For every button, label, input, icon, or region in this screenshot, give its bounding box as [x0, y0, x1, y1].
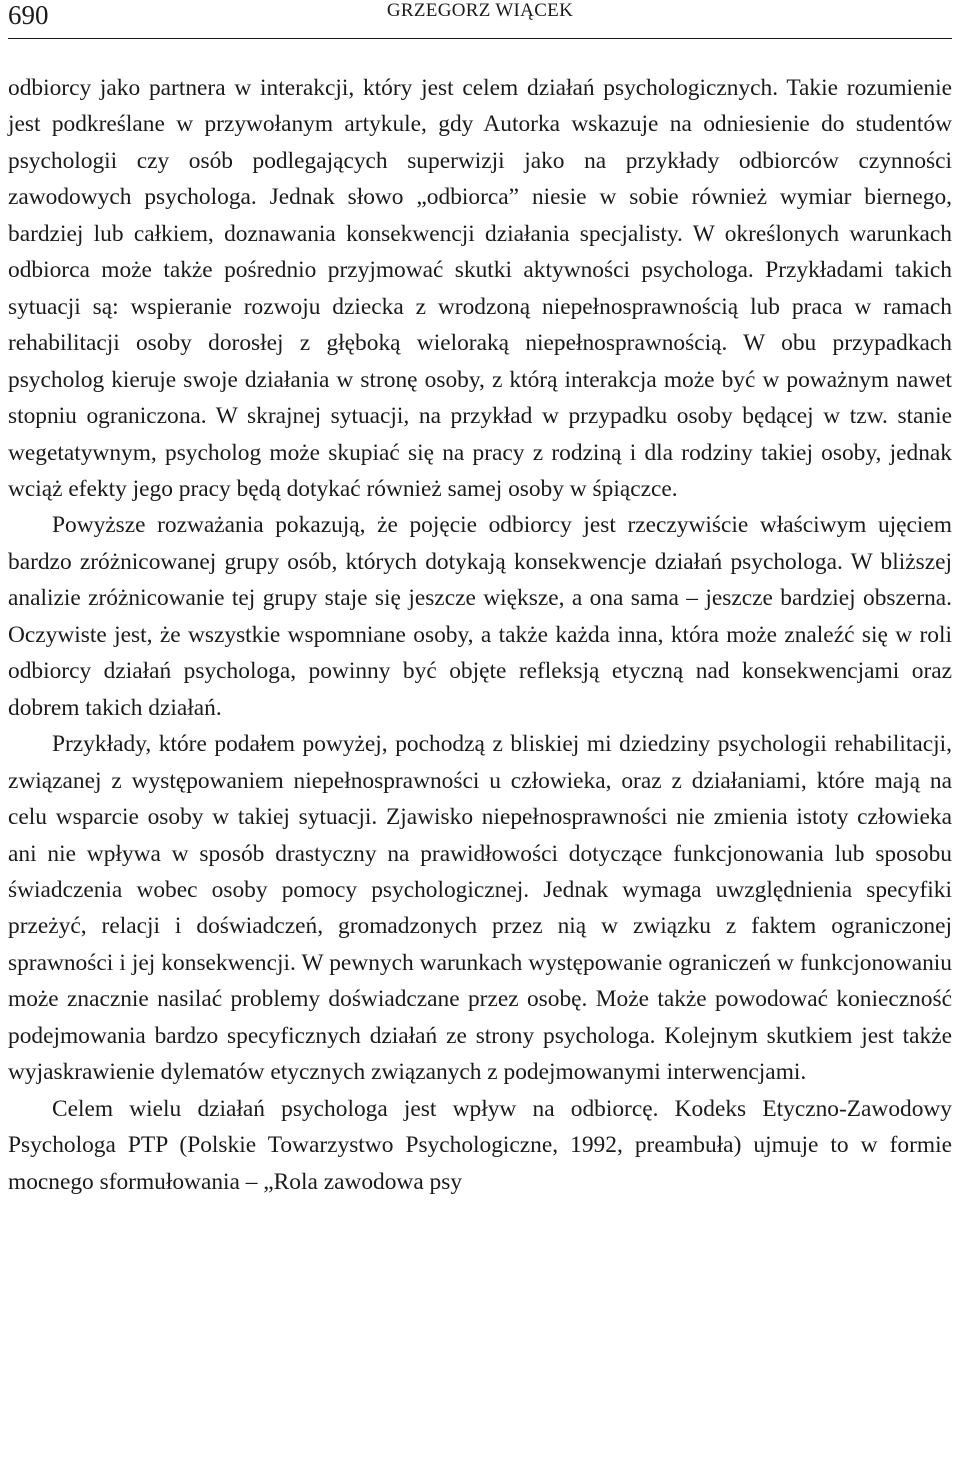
header-rule: [8, 38, 952, 39]
running-head-author: GRZEGORZ WIĄCEK: [386, 0, 574, 21]
body-text: [8, 70, 952, 1200]
paragraph-2: Powyższe rozważania pokazują, że pojęcie odbiorcy jest rzeczywiście właściwym ujęciem bardzo zróżnicowanej grupy osób, których dotykają konsekwencje działań psychologa. W bliższej analizie zróżnicowanie tej grupy staje się jeszcze większe, a ona sama – jeszcze bardziej obszerna. Oczywiste jest, że wszystkie wspomniane osoby, a także każda inna, która może znaleźć się w roli odbiorcy działań psychologa, powinny być objęte refleksją etyczną nad konsekwencjami oraz dobrem takich działań.: [8, 512, 952, 721]
running-header: [0, 0, 960, 40]
paragraph-3: Przykłady, które podałem powyżej, pochodzą z bliskiej mi dziedziny psychologii rehabilitacji, związanej z występowaniem niepełnosprawności u człowieka, oraz z działaniami, które mają na celu wsparcie osoby w takiej sytuacji. Zjawisko niepełnosprawności nie zmienia istoty człowieka ani nie wpływa w sposób drastyczny na prawidłowości dotyczące funkcjonowania lub sposobu świadczenia wobec osoby pomocy psychologicznej. Jednak wymaga uwzględnienia specyfiki przeżyć, relacji i doświadczeń, gromadzonych przez nią w związku z faktem ograniczonej sprawności i jej konsekwencji. W pewnych warunkach występowanie ograniczeń w funkcjonowaniu może znacznie nasilać problemy doświadczane przez osobę. Może także powodować konieczność podejmowania bardzo specyficznych działań ze strony psychologa. Kolejnym skutkiem jest także wyjaskrawienie dylematów etycznych związanych z podejmowanymi interwencjami.: [8, 731, 952, 1086]
page-number: 690: [8, 0, 49, 30]
paragraph-4: Celem wielu działań psychologa jest wpływ na odbiorcę. Kodeks Etyczno-Zawodowy Psychologa PTP (Polskie Towarzystwo Psychologiczne, 1992, preambuła) ujmuje to w formie mocnego sformułowania – „Rola zawodowa psy: [8, 1095, 952, 1195]
paragraph-1: odbiorcy jako partnera w interakcji, który jest celem działań psychologicznych. Takie rozumienie jest podkreślane w przywołanym artykule, gdy Autorka wskazuje na odniesienie do studentów psychologii czy osób podlegających superwizji jako na przykłady odbiorców czynności zawodowych psychologa. Jednak słowo „odbiorca” niesie w sobie również wymiar biernego, bardziej lub całkiem, doznawania konsekwencji działania specjalisty. W określonych warunkach odbiorca może także pośrednio przyjmować skutki aktywności psychologa. Przykładami takich sytuacji są: wspieranie rozwoju dziecka z wrodzoną niepełnosprawnością lub praca w ramach rehabilitacji osoby dorosłej z głęboką wieloraką niepełnosprawnością. W obu przypadkach psycholog kieruje swoje działania w stronę osoby, z którą interakcja może być w poważnym nawet stopniu ograniczona. W skrajnej sytuacji, na przykład w przypadku osoby będącej w tzw. stanie wegetatywnym, psycholog może skupiać się na pracy z rodziną i dla rodziny takiej osoby, jednak wciąż efekty jego pracy będą dotykać również samej osoby w śpiączce.: [8, 75, 952, 502]
